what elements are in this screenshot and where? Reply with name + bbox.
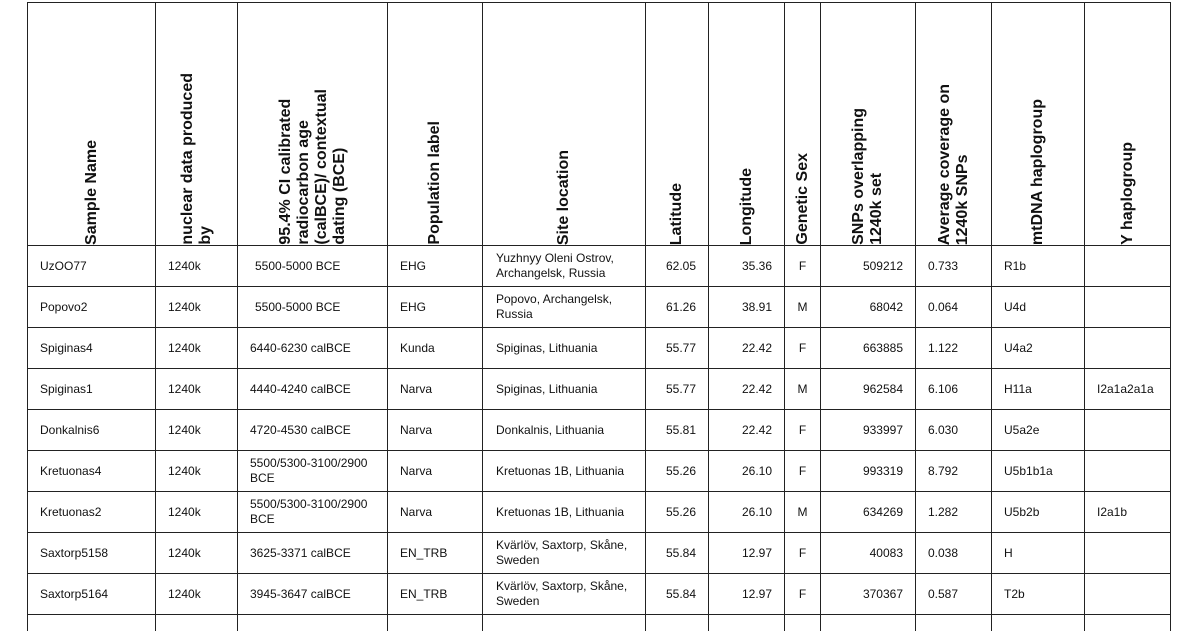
cell-coverage: 0.733 <box>916 246 992 287</box>
cell-y-haplogroup <box>1085 451 1171 492</box>
cell-latitude: 62.05 <box>646 246 709 287</box>
cell-nuclear-data: 1240k <box>156 451 238 492</box>
cell-population: EHG <box>388 287 483 328</box>
cell-site: Kvärlöv, Saxtorp, Skåne, Sweden <box>483 574 646 615</box>
table-row <box>28 574 1171 615</box>
cell-nuclear-data: 1240k <box>156 533 238 574</box>
table-row <box>28 287 1171 328</box>
cell-sample-name: Kretuonas4 <box>28 451 156 492</box>
cell-sex: F <box>785 328 821 369</box>
cell-snps: 993319 <box>821 451 916 492</box>
cell-sex: F <box>785 410 821 451</box>
cell-site: Yuzhnyy Oleni Ostrov, Archangelsk, Russia <box>483 246 646 287</box>
header-y-haplogroup: Y haplogroup <box>1085 3 1171 246</box>
cell-mtdna: U5a2e <box>992 410 1085 451</box>
header-sample-name: Sample Name <box>28 3 156 246</box>
cell-y-haplogroup <box>1085 574 1171 615</box>
cell-longitude: 26.10 <box>709 492 785 533</box>
cell-age: 6440-6230 calBCE <box>238 328 388 369</box>
cell-sample-name: Kretuonas2 <box>28 492 156 533</box>
cell-coverage: 1.122 <box>916 328 992 369</box>
cell-population: EN_TRB <box>388 533 483 574</box>
cell-longitude: 22.42 <box>709 369 785 410</box>
cell-y-haplogroup <box>1085 410 1171 451</box>
cell-snps: 68042 <box>821 287 916 328</box>
cell-site: Spiginas, Lithuania <box>483 328 646 369</box>
cell-y-haplogroup: I2a1a2a1a <box>1085 369 1171 410</box>
cell-mtdna: U4a2 <box>992 328 1085 369</box>
cell-latitude: 55.81 <box>646 410 709 451</box>
cell-sample-name: Saxtorp5164 <box>28 574 156 615</box>
table-row <box>28 451 1171 492</box>
cell-sex: F <box>785 451 821 492</box>
cell-latitude: 55.84 <box>646 574 709 615</box>
cell-population: EN_TRB <box>388 574 483 615</box>
cell-y-haplogroup: I2a1b <box>1085 492 1171 533</box>
table-row <box>28 492 1171 533</box>
cell-y-haplogroup <box>1085 287 1171 328</box>
cell-longitude: 22.42 <box>709 328 785 369</box>
cell-nuclear-data: 1240k <box>156 492 238 533</box>
cell-population: Narva <box>388 492 483 533</box>
cell-site: Kretuonas 1B, Lithuania <box>483 451 646 492</box>
cell-snps: 40083 <box>821 533 916 574</box>
cell-longitude: 12.97 <box>709 574 785 615</box>
samples-table <box>27 2 1171 631</box>
cell-sex: F <box>785 246 821 287</box>
cell-site: Kretuonas 1B, Lithuania <box>483 492 646 533</box>
cell-age: 3945-3647 calBCE <box>238 574 388 615</box>
cell-age: 5500/5300-3100/2900 BCE <box>238 492 388 533</box>
cell-sample-name: Spiginas1 <box>28 369 156 410</box>
cell-nuclear-data: 1240k <box>156 287 238 328</box>
cell-population: Narva <box>388 410 483 451</box>
table-row <box>28 246 1171 287</box>
cell-age: 5500-5000 BCE <box>238 246 388 287</box>
cell-age: 5500/5300-3100/2900 BCE <box>238 451 388 492</box>
table-row <box>28 328 1171 369</box>
cell-longitude: 38.91 <box>709 287 785 328</box>
table-row <box>28 369 1171 410</box>
table-row <box>28 533 1171 574</box>
cell-age: 4720-4530 calBCE <box>238 410 388 451</box>
cell-snps: 509212 <box>821 246 916 287</box>
header-population-label: Population label <box>388 3 483 246</box>
cell-age: 4440-4240 calBCE <box>238 369 388 410</box>
cell-sample-name: Spiginas4 <box>28 328 156 369</box>
header-nuclear-data: nuclear data produced by <box>156 3 238 246</box>
header-longitude: Longitude <box>709 3 785 246</box>
cell-mtdna: R1b <box>992 246 1085 287</box>
table-row-partial <box>28 615 1171 631</box>
cell-latitude: 55.84 <box>646 533 709 574</box>
cell-population: EHG <box>388 246 483 287</box>
cell-sex: F <box>785 574 821 615</box>
cell-age: 3625-3371 calBCE <box>238 533 388 574</box>
cell-nuclear-data: 1240k <box>156 369 238 410</box>
cell-snps: 663885 <box>821 328 916 369</box>
cell-longitude: 12.97 <box>709 533 785 574</box>
cell-population: Kunda <box>388 328 483 369</box>
cell-sample-name: Popovo2 <box>28 287 156 328</box>
cell-snps: 933997 <box>821 410 916 451</box>
header-latitude: Latitude <box>646 3 709 246</box>
cell-population: Narva <box>388 451 483 492</box>
header-age: 95.4% CI calibrated radiocarbon age (calBCE)/ contextual dating (BCE) <box>238 3 388 246</box>
cell-nuclear-data: 1240k <box>156 410 238 451</box>
cell-sex: F <box>785 533 821 574</box>
cell-snps: 370367 <box>821 574 916 615</box>
cell-sex: M <box>785 492 821 533</box>
cell-latitude: 61.26 <box>646 287 709 328</box>
cell-coverage: 0.064 <box>916 287 992 328</box>
header-snps-overlapping: SNPs overlapping 1240k set <box>821 3 916 246</box>
cell-coverage: 8.792 <box>916 451 992 492</box>
cell-mtdna: U5b1b1a <box>992 451 1085 492</box>
cell-y-haplogroup <box>1085 328 1171 369</box>
cell-mtdna: U5b2b <box>992 492 1085 533</box>
cell-sex: M <box>785 369 821 410</box>
cell-coverage: 6.030 <box>916 410 992 451</box>
cell-mtdna: T2b <box>992 574 1085 615</box>
table-row <box>28 410 1171 451</box>
header-site-location: Site location <box>483 3 646 246</box>
header-mtdna-haplogroup: mtDNA haplogroup <box>992 3 1085 246</box>
cell-coverage: 0.587 <box>916 574 992 615</box>
header-row <box>28 3 1171 246</box>
cell-nuclear-data: 1240k <box>156 328 238 369</box>
cell-mtdna: U4d <box>992 287 1085 328</box>
cell-coverage: 0.038 <box>916 533 992 574</box>
cell-site: Spiginas, Lithuania <box>483 369 646 410</box>
cell-sample-name: Donkalnis6 <box>28 410 156 451</box>
cell-longitude: 26.10 <box>709 451 785 492</box>
cell-mtdna: H <box>992 533 1085 574</box>
cell-site: Kvärlöv, Saxtorp, Skåne, Sweden <box>483 533 646 574</box>
cell-site: Donkalnis, Lithuania <box>483 410 646 451</box>
cell-snps: 634269 <box>821 492 916 533</box>
cell-nuclear-data: 1240k <box>156 574 238 615</box>
cell-nuclear-data: 1240k <box>156 246 238 287</box>
cell-population: Narva <box>388 369 483 410</box>
cell-longitude: 35.36 <box>709 246 785 287</box>
cell-sample-name: Saxtorp5158 <box>28 533 156 574</box>
cell-snps: 962584 <box>821 369 916 410</box>
cell-coverage: 6.106 <box>916 369 992 410</box>
cell-site: Popovo, Archangelsk, Russia <box>483 287 646 328</box>
header-average-coverage: Average coverage on 1240k SNPs <box>916 3 992 246</box>
cell-latitude: 55.26 <box>646 492 709 533</box>
cell-y-haplogroup <box>1085 246 1171 287</box>
header-genetic-sex: Genetic Sex <box>785 3 821 246</box>
cell-coverage: 1.282 <box>916 492 992 533</box>
cell-age: 5500-5000 BCE <box>238 287 388 328</box>
cell-mtdna: H11a <box>992 369 1085 410</box>
cell-y-haplogroup <box>1085 533 1171 574</box>
cell-longitude: 22.42 <box>709 410 785 451</box>
cell-latitude: 55.77 <box>646 328 709 369</box>
cell-sample-name: UzOO77 <box>28 246 156 287</box>
cell-latitude: 55.77 <box>646 369 709 410</box>
cell-latitude: 55.26 <box>646 451 709 492</box>
cell-sex: M <box>785 287 821 328</box>
